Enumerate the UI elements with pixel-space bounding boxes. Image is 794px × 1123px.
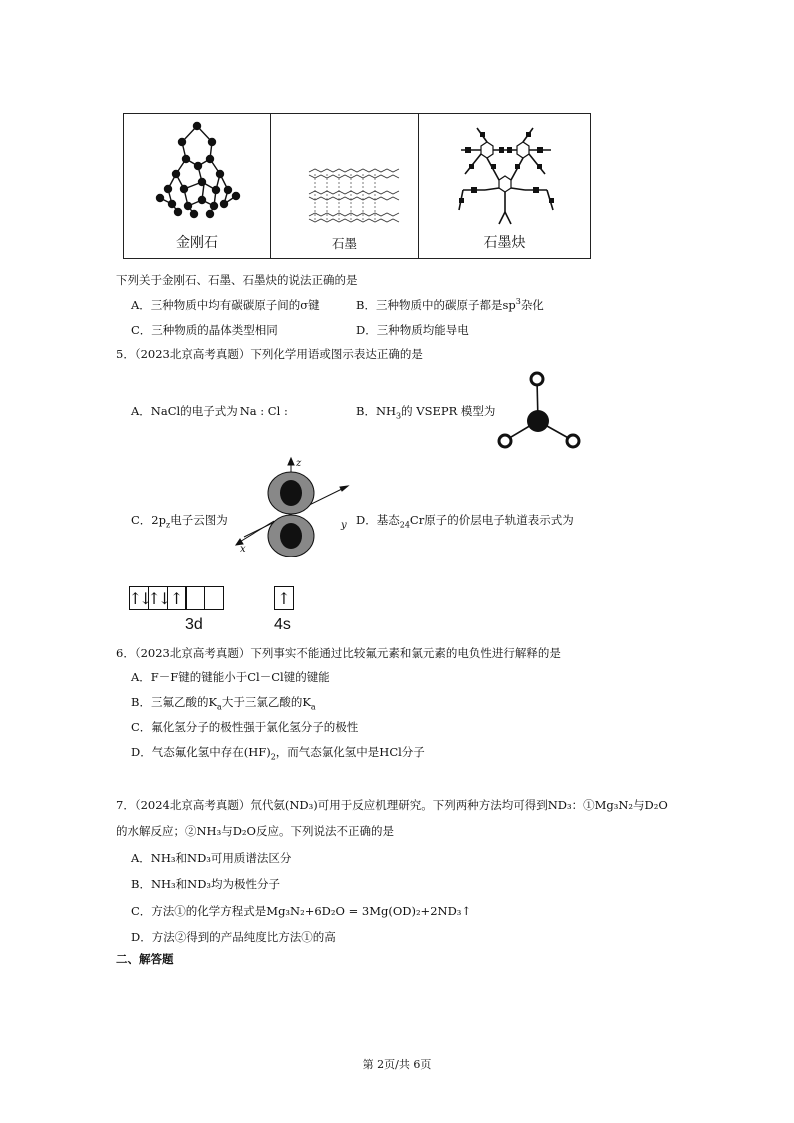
q6-option-c: C．氟化氢分子的极性强于氯化氢分子的极性 — [131, 720, 359, 734]
graphite-cell — [271, 114, 419, 258]
q6-stem: 6．（2023北京高考真题）下列事实不能通过比较氟元素和氯元素的电负性进行解释的是 — [116, 646, 561, 660]
orbital-boxes-4s — [274, 586, 294, 610]
structure-figure-table — [123, 113, 591, 259]
diamond-cell — [124, 114, 271, 258]
orbital-box: ↑ — [167, 586, 187, 610]
q7-option-c: C．方法①的化学方程式是Mg₃N₂+6D₂O = 3Mg(OD)₂+2ND₃↑ — [131, 904, 472, 918]
q5-option-d: D．基态$_{24}$Cr原子的价层电子轨道表示式为 — [356, 513, 574, 530]
q4-option-d: D．三种物质均能导电 — [356, 323, 469, 337]
q7-option-a: A．NH₃和ND₃可用质谱法区分 — [131, 851, 292, 865]
axis-x-label: x — [240, 544, 246, 555]
q4-option-b: B．三种物质中的碳原子都是$sp^3$杂化 — [356, 297, 544, 312]
vsepr-model-image — [492, 368, 588, 454]
q4-stem: 下列关于金刚石、石墨、石墨炔的说法正确的是 — [116, 273, 358, 287]
orbital-boxes-3d — [129, 586, 224, 610]
q4-option-c: C．三种物质的晶体类型相同 — [131, 323, 278, 337]
q4-option-a: A．三种物质中均有碳碳原子间的σ键 — [131, 298, 320, 312]
axis-z-label: z — [296, 458, 302, 469]
q7-option-d: D．方法②得到的产品纯度比方法①的高 — [131, 930, 336, 944]
q5-stem: 5．（2023北京高考真题）下列化学用语或图示表达正确的是 — [116, 347, 423, 361]
orbital-box: ↑↓ — [129, 586, 149, 610]
label-3d: 3d — [185, 616, 203, 633]
graphite-caption: 石墨 — [331, 236, 357, 251]
q6-option-d: D．气态氟化氢中存在$(HF)_2$，而气态氯化氢中是HCl分子 — [131, 745, 425, 762]
q7-option-b: B．NH₃和ND₃均为极性分子 — [131, 877, 281, 891]
q6-option-a: A．F－F键的键能小于Cl－Cl键的键能 — [131, 670, 330, 684]
pz-orbital-image — [234, 455, 354, 557]
orbital-box — [204, 586, 224, 610]
page-footer: 第 2页/共 6页 — [362, 1058, 432, 1071]
axis-y-label: y — [341, 520, 347, 531]
label-4s: 4s — [274, 616, 291, 633]
q5-option-a: A．NaCl的电子式为 Na : Cl : — [131, 404, 288, 418]
section-heading: 二、解答题 — [116, 952, 174, 966]
q7-stem-line2: 的水解反应；②NH₃与D₂O反应。下列说法不正确的是 — [116, 824, 394, 838]
orbital-box: ↑ — [274, 586, 294, 610]
q5-option-c: C．$2p_z$电子云图为 — [131, 513, 228, 530]
diamond-caption: 金刚石 — [176, 235, 218, 251]
q7-stem-line1: 7．（2024北京高考真题）氘代氨(ND₃)可用于反应机理研究。下列两种方法均可得到ND₃：①Mg₃N₂与D₂O — [116, 798, 668, 812]
q5-option-b: B．$NH_3$的 VSEPR 模型为 — [356, 404, 496, 421]
orbital-box — [185, 586, 205, 610]
graphdiyne-caption: 石墨炔 — [483, 235, 526, 251]
q6-option-b: B．三氟乙酸的$K_a$大于三氯乙酸的$K_a$ — [131, 695, 316, 712]
graphdiyne-cell — [419, 114, 590, 258]
orbital-box: ↑↓ — [148, 586, 168, 610]
